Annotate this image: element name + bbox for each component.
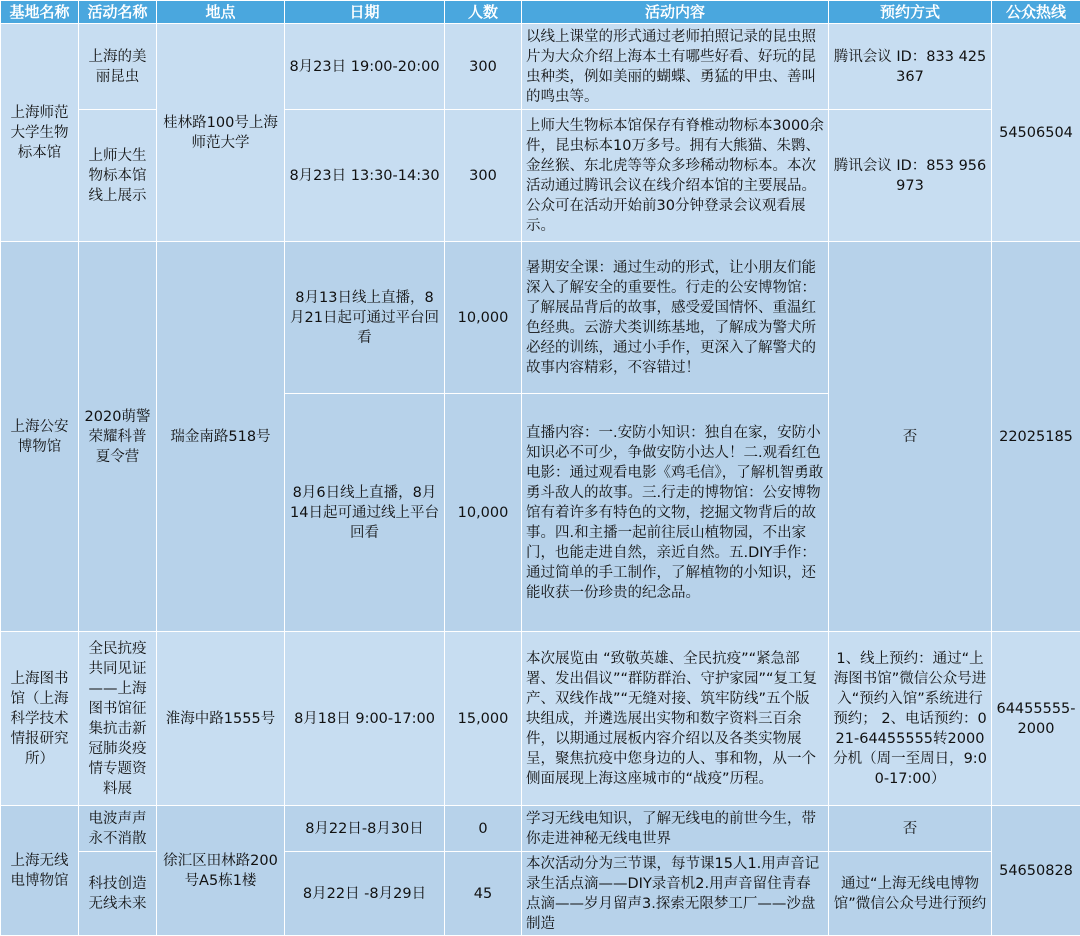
date-cell: 8月22日-8月30日 — [285, 806, 445, 852]
table-row — [1, 242, 1080, 394]
people-cell: 45 — [445, 852, 522, 936]
header-location: 地点 — [157, 1, 285, 24]
header-booking: 预约方式 — [829, 1, 992, 24]
booking-cell: 否 — [829, 242, 992, 632]
booking-cell: 通过“上海无线电博物馆”微信公众号进行预约 — [829, 852, 992, 936]
hotline-cell: 54506504 — [992, 24, 1080, 242]
location-cell: 徐汇区田林路200号A5栋1楼 — [157, 806, 285, 936]
date-cell: 8月23日 19:00-20:00 — [285, 24, 445, 110]
date-cell: 8月13日线上直播，8月21日起可通过平台回看 — [285, 242, 445, 394]
header-base: 基地名称 — [1, 1, 79, 24]
hotline-cell: 64455555-2000 — [992, 632, 1080, 806]
content-cell: 暑期安全课：通过生动的形式，让小朋友们能深入了解安全的重要性。行走的公安博物馆：了解展品背后的故事，感受爱国情怀、重温红色经典。云游犬类训练基地，了解成为警犬所必经的训练，通过小手作，更深入了解警犬的故事内容精彩，不容错过！ — [522, 242, 829, 394]
content-cell: 本次活动分为三节课，每节课15人1.用声音记录生活点滴——DIY录音机2.用声音留住青春点滴——岁月留声3.探索无限梦工厂——沙盘制造 — [522, 852, 829, 936]
date-cell: 8月18日 9:00-17:00 — [285, 632, 445, 806]
header-content: 活动内容 — [522, 1, 829, 24]
base-name-cell: 上海图书馆（上海科学技术情报研究所） — [1, 632, 79, 806]
booking-cell: 腾讯会议 ID：833 425 367 — [829, 24, 992, 110]
content-cell: 本次展览由 “致敬英雄、全民抗疫”“紧急部署、发出倡议”“群防群治、守护家园”“复工复产、双线作战”“无缝对接、筑牢防线”五个版块组成，并遴选展出实物和数字资料三百余件，以期通过展板内容介绍以及各类实物展呈，聚焦抗疫中您身边的人、事和物，从一个侧面展现上海这座城市的“战疫”历程。 — [522, 632, 829, 806]
booking-cell: 1、线上预约：通过“上海图书馆”微信公众号进入“预约入馆”系统进行预约； 2、电话预约：021-64455555转2000分机（周一至周日，9:00-17:00） — [829, 632, 992, 806]
booking-cell: 否 — [829, 806, 992, 852]
people-cell: 0 — [445, 806, 522, 852]
header-people: 人数 — [445, 1, 522, 24]
date-cell: 8月23日 13:30-14:30 — [285, 110, 445, 242]
hotline-cell: 22025185 — [992, 242, 1080, 632]
people-cell: 300 — [445, 110, 522, 242]
content-cell: 学习无线电知识，了解无线电的前世今生，带你走进神秘无线电世界 — [522, 806, 829, 852]
content-cell: 上师大生物标本馆保存有脊椎动物标本3000余件，昆虫标本10万多号。拥有大熊猫、朱鹮、金丝猴、东北虎等等众多珍稀动物标本。本次活动通过腾讯会议在线介绍本馆的主要展品。公众可在活动开始前30分钟登录会议观看展示。 — [522, 110, 829, 242]
activity-name-cell: 全民抗疫共同见证——上海图书馆征集抗击新冠肺炎疫情专题资料展 — [79, 632, 157, 806]
activity-name-cell: 2020萌警荣耀科普夏令营 — [79, 242, 157, 632]
activity-name-cell: 电波声声永不消散 — [79, 806, 157, 852]
people-cell: 15,000 — [445, 632, 522, 806]
activity-name-cell: 上海的美丽昆虫 — [79, 24, 157, 110]
base-name-cell: 上海无线电博物馆 — [1, 806, 79, 936]
header-activity: 活动名称 — [79, 1, 157, 24]
people-cell: 10,000 — [445, 242, 522, 394]
hotline-cell: 54650828 — [992, 806, 1080, 936]
activity-name-cell: 科技创造无线未来 — [79, 852, 157, 936]
people-cell: 300 — [445, 24, 522, 110]
header-hotline: 公众热线 — [992, 1, 1080, 24]
people-cell: 10,000 — [445, 394, 522, 632]
booking-cell: 腾讯会议 ID：853 956 973 — [829, 110, 992, 242]
location-cell: 桂林路100号上海师范大学 — [157, 24, 285, 242]
table-row — [1, 632, 1080, 806]
table-row — [1, 806, 1080, 852]
base-name-cell: 上海公安博物馆 — [1, 242, 79, 632]
date-cell: 8月22日 -8月29日 — [285, 852, 445, 936]
content-cell: 以线上课堂的形式通过老师拍照记录的昆虫照片为大众介绍上海本土有哪些好看、好玩的昆虫种类，例如美丽的蝴蝶、勇猛的甲虫、善叫的鸣虫等。 — [522, 24, 829, 110]
date-cell: 8月6日线上直播，8月14日起可通过线上平台回看 — [285, 394, 445, 632]
table-row — [1, 24, 1080, 110]
location-cell: 瑞金南路518号 — [157, 242, 285, 632]
activity-name-cell: 上师大生物标本馆线上展示 — [79, 110, 157, 242]
content-cell: 直播内容：一.安防小知识：独自在家，安防小知识必不可少，争做安防小达人！二.观看红色电影：通过观看电影《鸡毛信》，了解机智勇敢勇斗敌人的故事。三.行走的博物馆：公安博物馆有着许多有特色的文物，挖掘文物背后的故事。四.和主播一起前往辰山植物园，不出家门，也能走进自然，亲近自然。五.DIY手作：通过简单的手工制作，了解植物的小知识，还能收获一份珍贵的纪念品。 — [522, 394, 829, 632]
base-name-cell: 上海师范大学生物标本馆 — [1, 24, 79, 242]
header-row — [1, 1, 1080, 24]
header-date: 日期 — [285, 1, 445, 24]
location-cell: 淮海中路1555号 — [157, 632, 285, 806]
